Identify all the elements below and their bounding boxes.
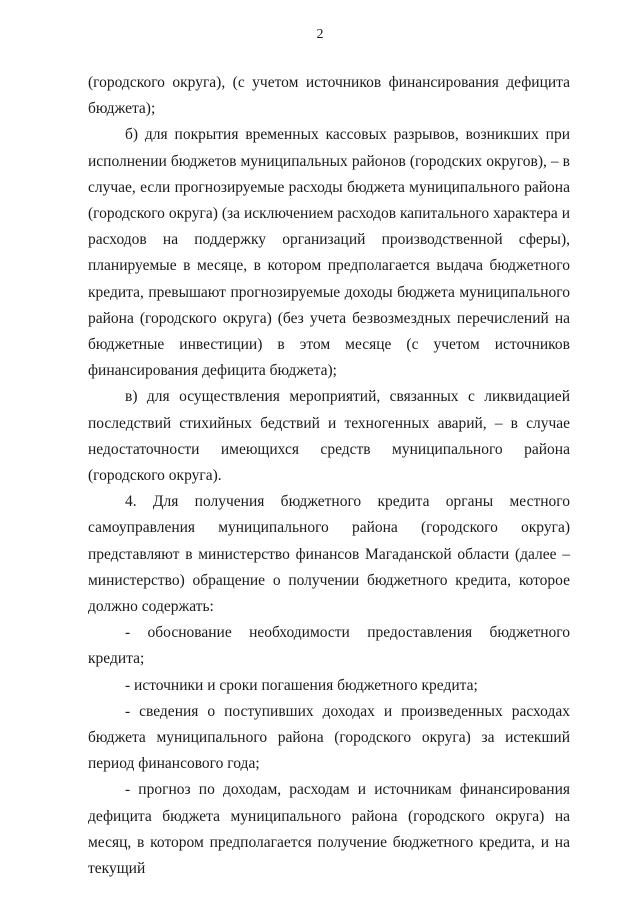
page-number: 2 — [316, 27, 324, 42]
paragraph-item-b: б) для покрытия временных кассовых разрывов, возникших при исполнении бюджетов муниципальных районов (городских округов), – в случае, если прогнозируемые расходы бюджета муниципального района (городского округа) (за исключением расходов капитального характера и расходов на поддержку организаций производственной сферы), планируемые в месяце, в котором предполагается выдача бюджетного кредита, превышают прогнозируемые доходы бюджета муниципального района (городского округа) (без учета безвозмездных перечислений на бюджетные инвестиции) в этом месяце (с учетом источников финансирования дефицита бюджета); — [88, 126, 570, 380]
paragraph-section-4: 4. Для получения бюджетного кредита органы местного самоуправления муниципального района (городского округа) представляют в министерство финансов Магаданской области (далее – министерство) обращение о получении бюджетного кредита, которое должно содержать: — [88, 493, 570, 616]
document-body — [88, 70, 570, 882]
list-item-justification: - обоснование необходимости предоставления бюджетного кредита; — [88, 624, 570, 668]
paragraph-item-v: в) для осуществления мероприятий, связанных с ликвидацией последствий стихийных бедствий и техногенных аварий, – в случае недостаточности имеющихся средств муниципального района (городского округа). — [88, 388, 570, 485]
list-item-income-expenses: - сведения о поступивших доходах и произведенных расходах бюджета муниципального района (городского округа) за истекший период финансового года; — [88, 702, 570, 773]
list-item-repayment-sources: - источники и сроки погашения бюджетного кредита; — [125, 676, 478, 694]
paragraph-continuation: (городского округа), (с учетом источников финансирования дефицита бюджета); — [88, 74, 570, 118]
list-item-forecast: - прогноз по доходам, расходам и источникам финансирования дефицита бюджета муниципального района (городского округа) на месяц, в котором предполагается получение бюджетного кредита, и на текущий — [88, 781, 570, 878]
